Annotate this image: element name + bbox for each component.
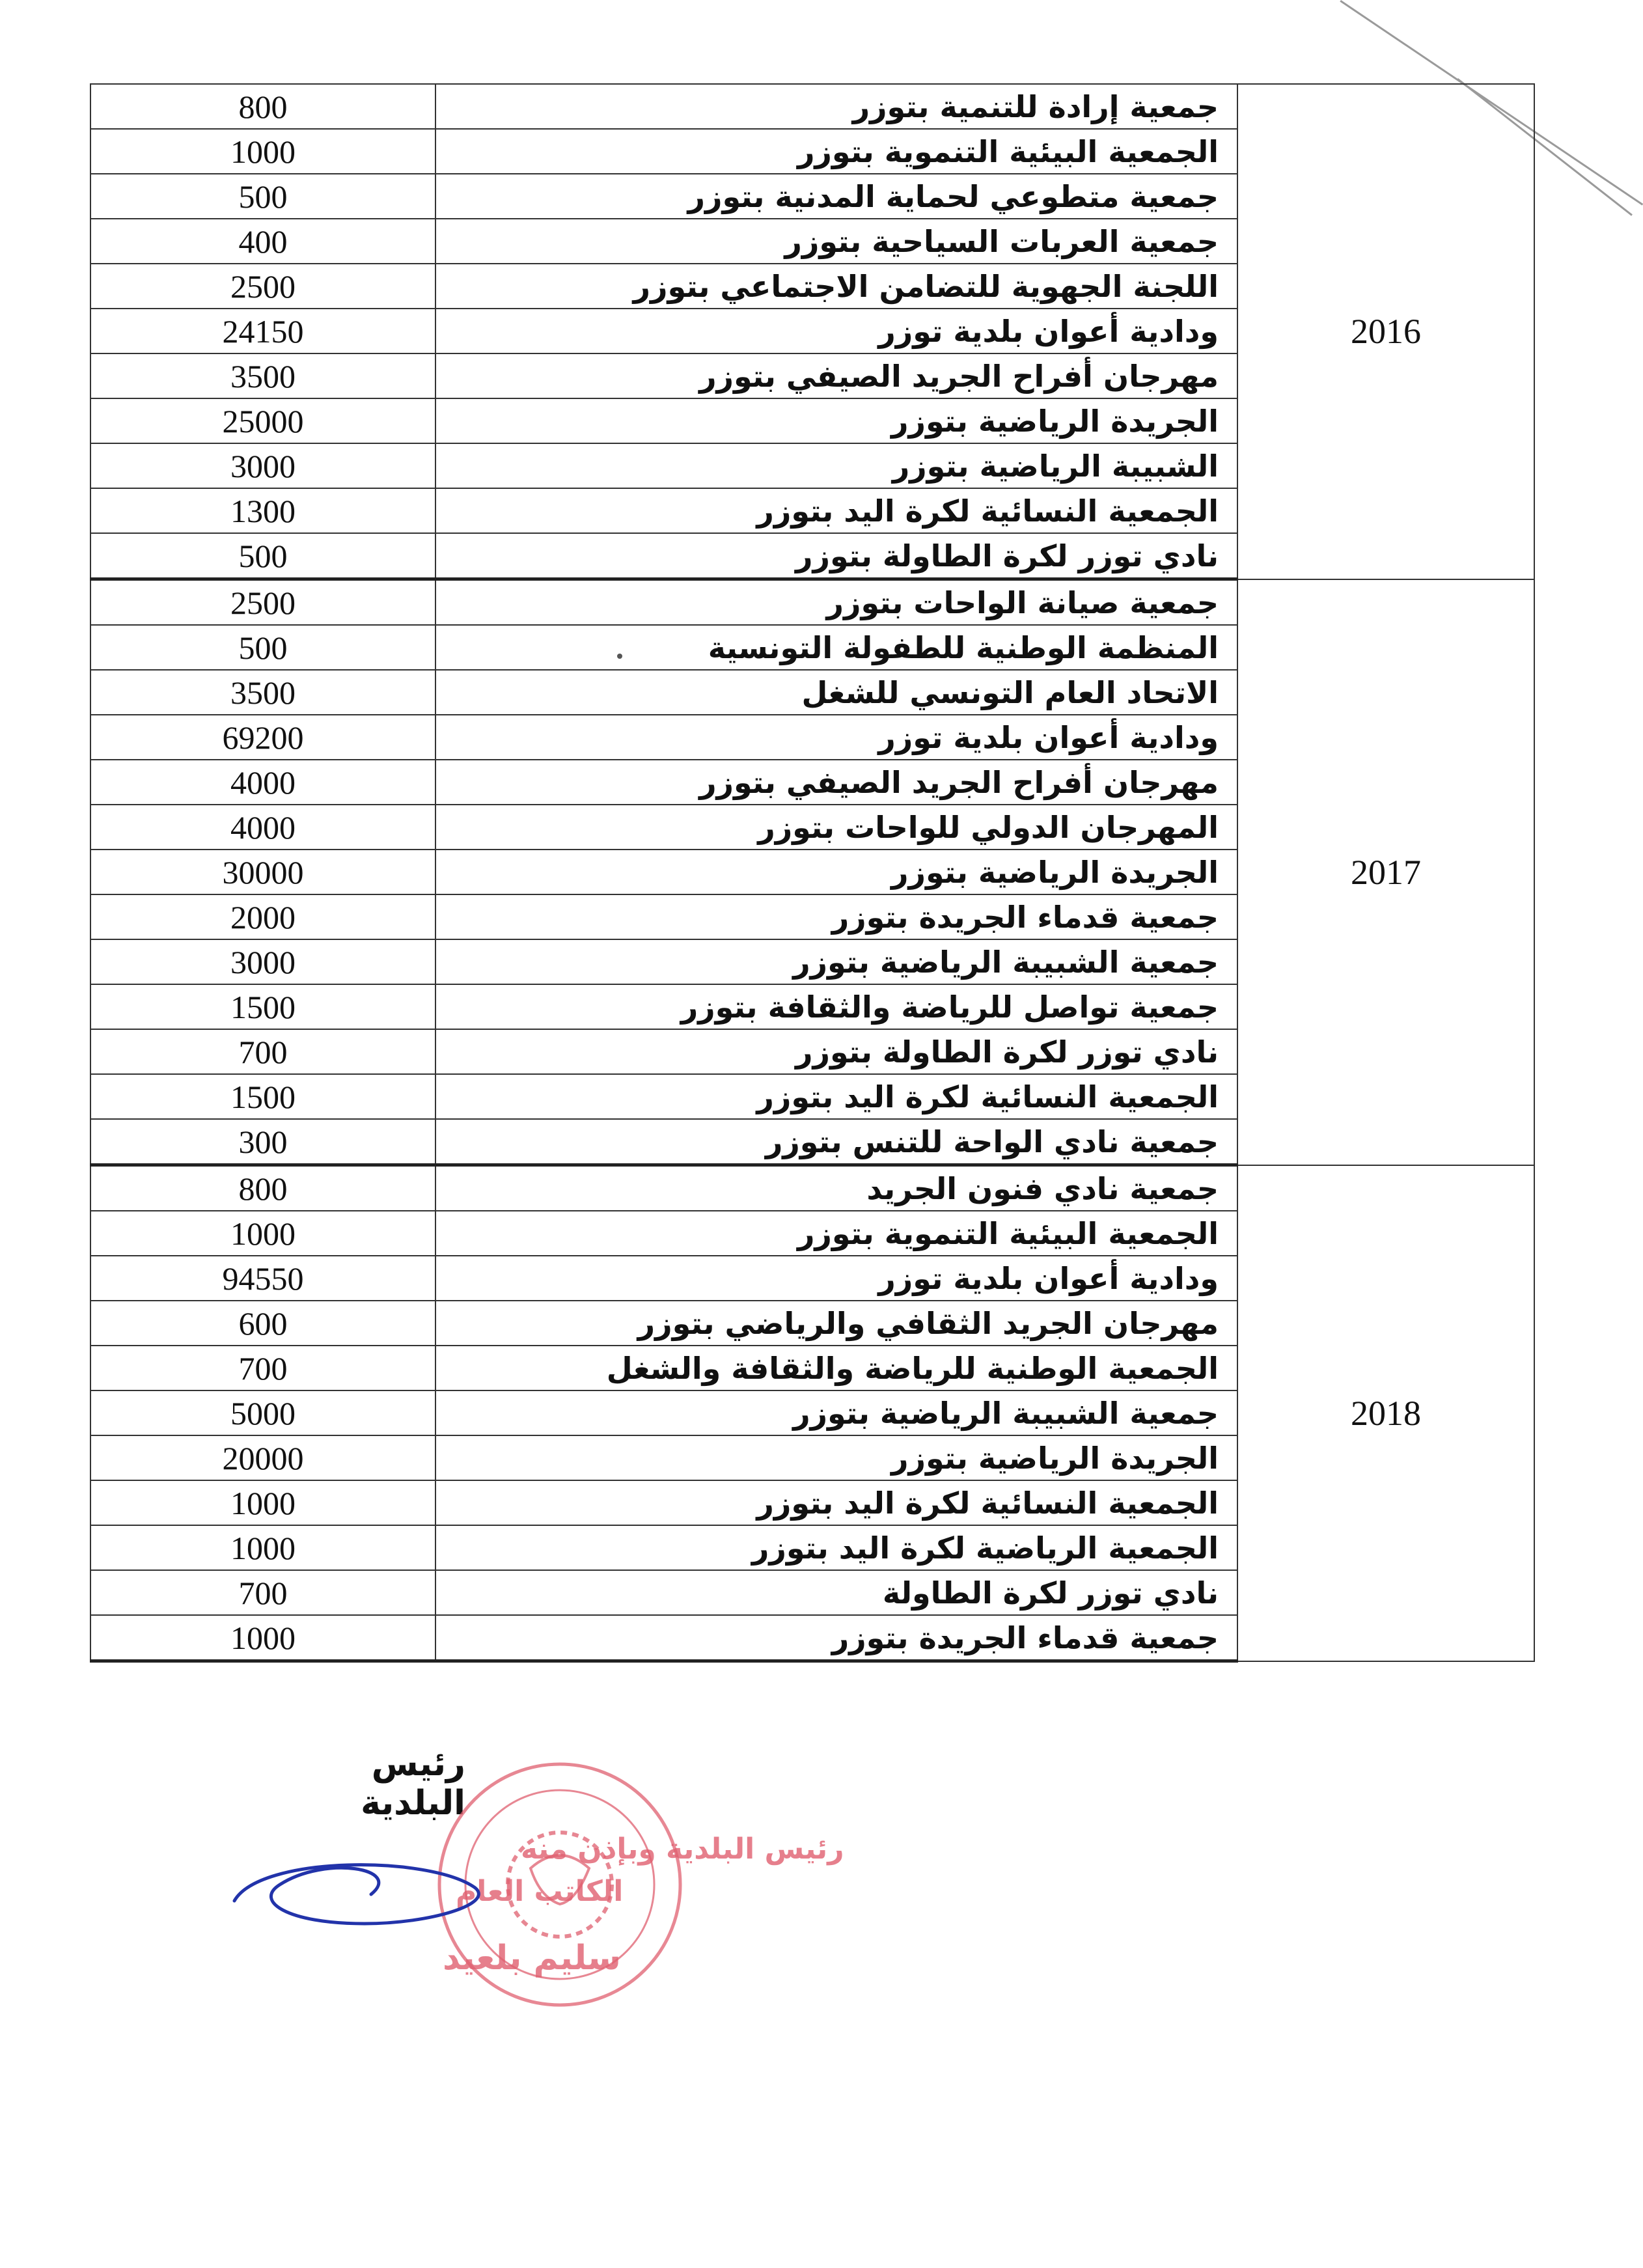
svg-text:سليم بلعيد: سليم بلعيد (443, 1939, 621, 1978)
grant-amount: 700 (90, 1029, 435, 1074)
grant-amount: 600 (90, 1301, 435, 1346)
organization-name: جمعية قدماء الجريدة بتوزر (435, 894, 1237, 939)
year-cell: 2016 (1237, 84, 1534, 579)
grant-amount: 3500 (90, 353, 435, 398)
grant-amount: 24150 (90, 309, 435, 353)
organization-name: الاتحاد العام التونسي للشغل (435, 670, 1237, 715)
organization-name: جمعية تواصل للرياضة والثقافة بتوزر (435, 984, 1237, 1029)
handwritten-signature (234, 1865, 478, 1924)
grant-amount: 4000 (90, 760, 435, 805)
grant-amount: 2500 (90, 579, 435, 626)
grant-amount: 500 (90, 625, 435, 670)
grant-amount: 1300 (90, 488, 435, 533)
signature-title: رئيس البلدية (361, 1745, 465, 1823)
organization-name: الجريدة الرياضية بتوزر (435, 1435, 1237, 1480)
year-cell: 2017 (1237, 579, 1534, 1165)
grant-amount: 3000 (90, 939, 435, 984)
grant-amount: 4000 (90, 805, 435, 850)
organization-name: جمعية إرادة للتنمية بتوزر (435, 84, 1237, 129)
table-row (90, 1165, 1534, 1211)
organization-name: جمعية صيانة الواحات بتوزر (435, 579, 1237, 626)
organization-name: جمعية نادي فنون الجريد (435, 1165, 1237, 1211)
organization-name: المهرجان الدولي للواحات بتوزر (435, 805, 1237, 850)
organization-name: ودادية أعوان بلدية توزر (435, 1256, 1237, 1301)
grant-amount: 800 (90, 1165, 435, 1211)
organization-name: مهرجان الجريد الثقافي والرياضي بتوزر (435, 1301, 1237, 1346)
organization-name: اللجنة الجهوية للتضامن الاجتماعي بتوزر (435, 264, 1237, 309)
organization-name: نادي توزر لكرة الطاولة بتوزر (435, 533, 1237, 579)
grant-amount: 300 (90, 1119, 435, 1165)
grant-amount: 1000 (90, 1211, 435, 1256)
organization-name: جمعية نادي الواحة للتنس بتوزر (435, 1119, 1237, 1165)
organization-name: الجمعية الوطنية للرياضة والثقافة والشغل (435, 1346, 1237, 1390)
organization-name: الجمعية النسائية لكرة اليد بتوزر (435, 1480, 1237, 1525)
organization-name: جمعية العربات السياحية بتوزر (435, 219, 1237, 264)
organization-name: الجمعية البيئية التنموية بتوزر (435, 129, 1237, 174)
svg-text:رئيس البلدية وبإذن منه: رئيس البلدية وبإذن منه (521, 1832, 844, 1866)
organization-name: الجمعية الرياضية لكرة اليد بتوزر (435, 1525, 1237, 1570)
table-row (90, 84, 1534, 129)
official-stamp-and-signature (156, 1745, 844, 2018)
grant-amount: 1000 (90, 1480, 435, 1525)
organization-name: جمعية متطوعي لحماية المدنية بتوزر (435, 174, 1237, 219)
organization-name: الجمعية النسائية لكرة اليد بتوزر (435, 488, 1237, 533)
organization-name: جمعية الشبيبة الرياضية بتوزر (435, 1390, 1237, 1435)
grant-amount: 30000 (90, 850, 435, 894)
grant-amount: 400 (90, 219, 435, 264)
grant-amount: 2000 (90, 894, 435, 939)
svg-text:الكاتب العام: الكاتب العام (456, 1875, 624, 1908)
grants-table (90, 83, 1535, 1663)
grant-amount: 5000 (90, 1390, 435, 1435)
signatory-stamp-text (443, 1832, 844, 1978)
grant-amount: 94550 (90, 1256, 435, 1301)
organization-name: ودادية أعوان بلدية توزر (435, 715, 1237, 760)
grant-amount: 3500 (90, 670, 435, 715)
organization-name: مهرجان أفراح الجريد الصيفي بتوزر (435, 760, 1237, 805)
organization-name: جمعية الشبيبة الرياضية بتوزر (435, 939, 1237, 984)
grant-amount: 1000 (90, 1525, 435, 1570)
organization-name: الجمعية النسائية لكرة اليد بتوزر (435, 1074, 1237, 1119)
grant-amount: 1500 (90, 1074, 435, 1119)
organization-name: نادي توزر لكرة الطاولة (435, 1570, 1237, 1615)
grant-amount: 500 (90, 174, 435, 219)
year-cell: 2018 (1237, 1165, 1534, 1661)
grant-amount: 700 (90, 1346, 435, 1390)
organization-name: الجريدة الرياضية بتوزر (435, 398, 1237, 443)
grant-amount: 1000 (90, 129, 435, 174)
grant-amount: 1500 (90, 984, 435, 1029)
grant-amount: 69200 (90, 715, 435, 760)
grant-amount: 25000 (90, 398, 435, 443)
organization-name: الشبيبة الرياضية بتوزر (435, 443, 1237, 488)
grant-amount: 700 (90, 1570, 435, 1615)
organization-name: نادي توزر لكرة الطاولة بتوزر (435, 1029, 1237, 1074)
organization-name: المنظمة الوطنية للطفولة التونسية (435, 625, 1237, 670)
grant-amount: 500 (90, 533, 435, 579)
grant-amount: 3000 (90, 443, 435, 488)
organization-name: مهرجان أفراح الجريد الصيفي بتوزر (435, 353, 1237, 398)
grant-amount: 20000 (90, 1435, 435, 1480)
organization-name: جمعية قدماء الجريدة بتوزر (435, 1615, 1237, 1661)
grant-amount: 1000 (90, 1615, 435, 1661)
organization-name: الجريدة الرياضية بتوزر (435, 850, 1237, 894)
grant-amount: 800 (90, 84, 435, 129)
grant-amount: 2500 (90, 264, 435, 309)
stray-mark (617, 654, 622, 659)
organization-name: الجمعية البيئية التنموية بتوزر (435, 1211, 1237, 1256)
table-row (90, 579, 1534, 626)
organization-name: ودادية أعوان بلدية توزر (435, 309, 1237, 353)
